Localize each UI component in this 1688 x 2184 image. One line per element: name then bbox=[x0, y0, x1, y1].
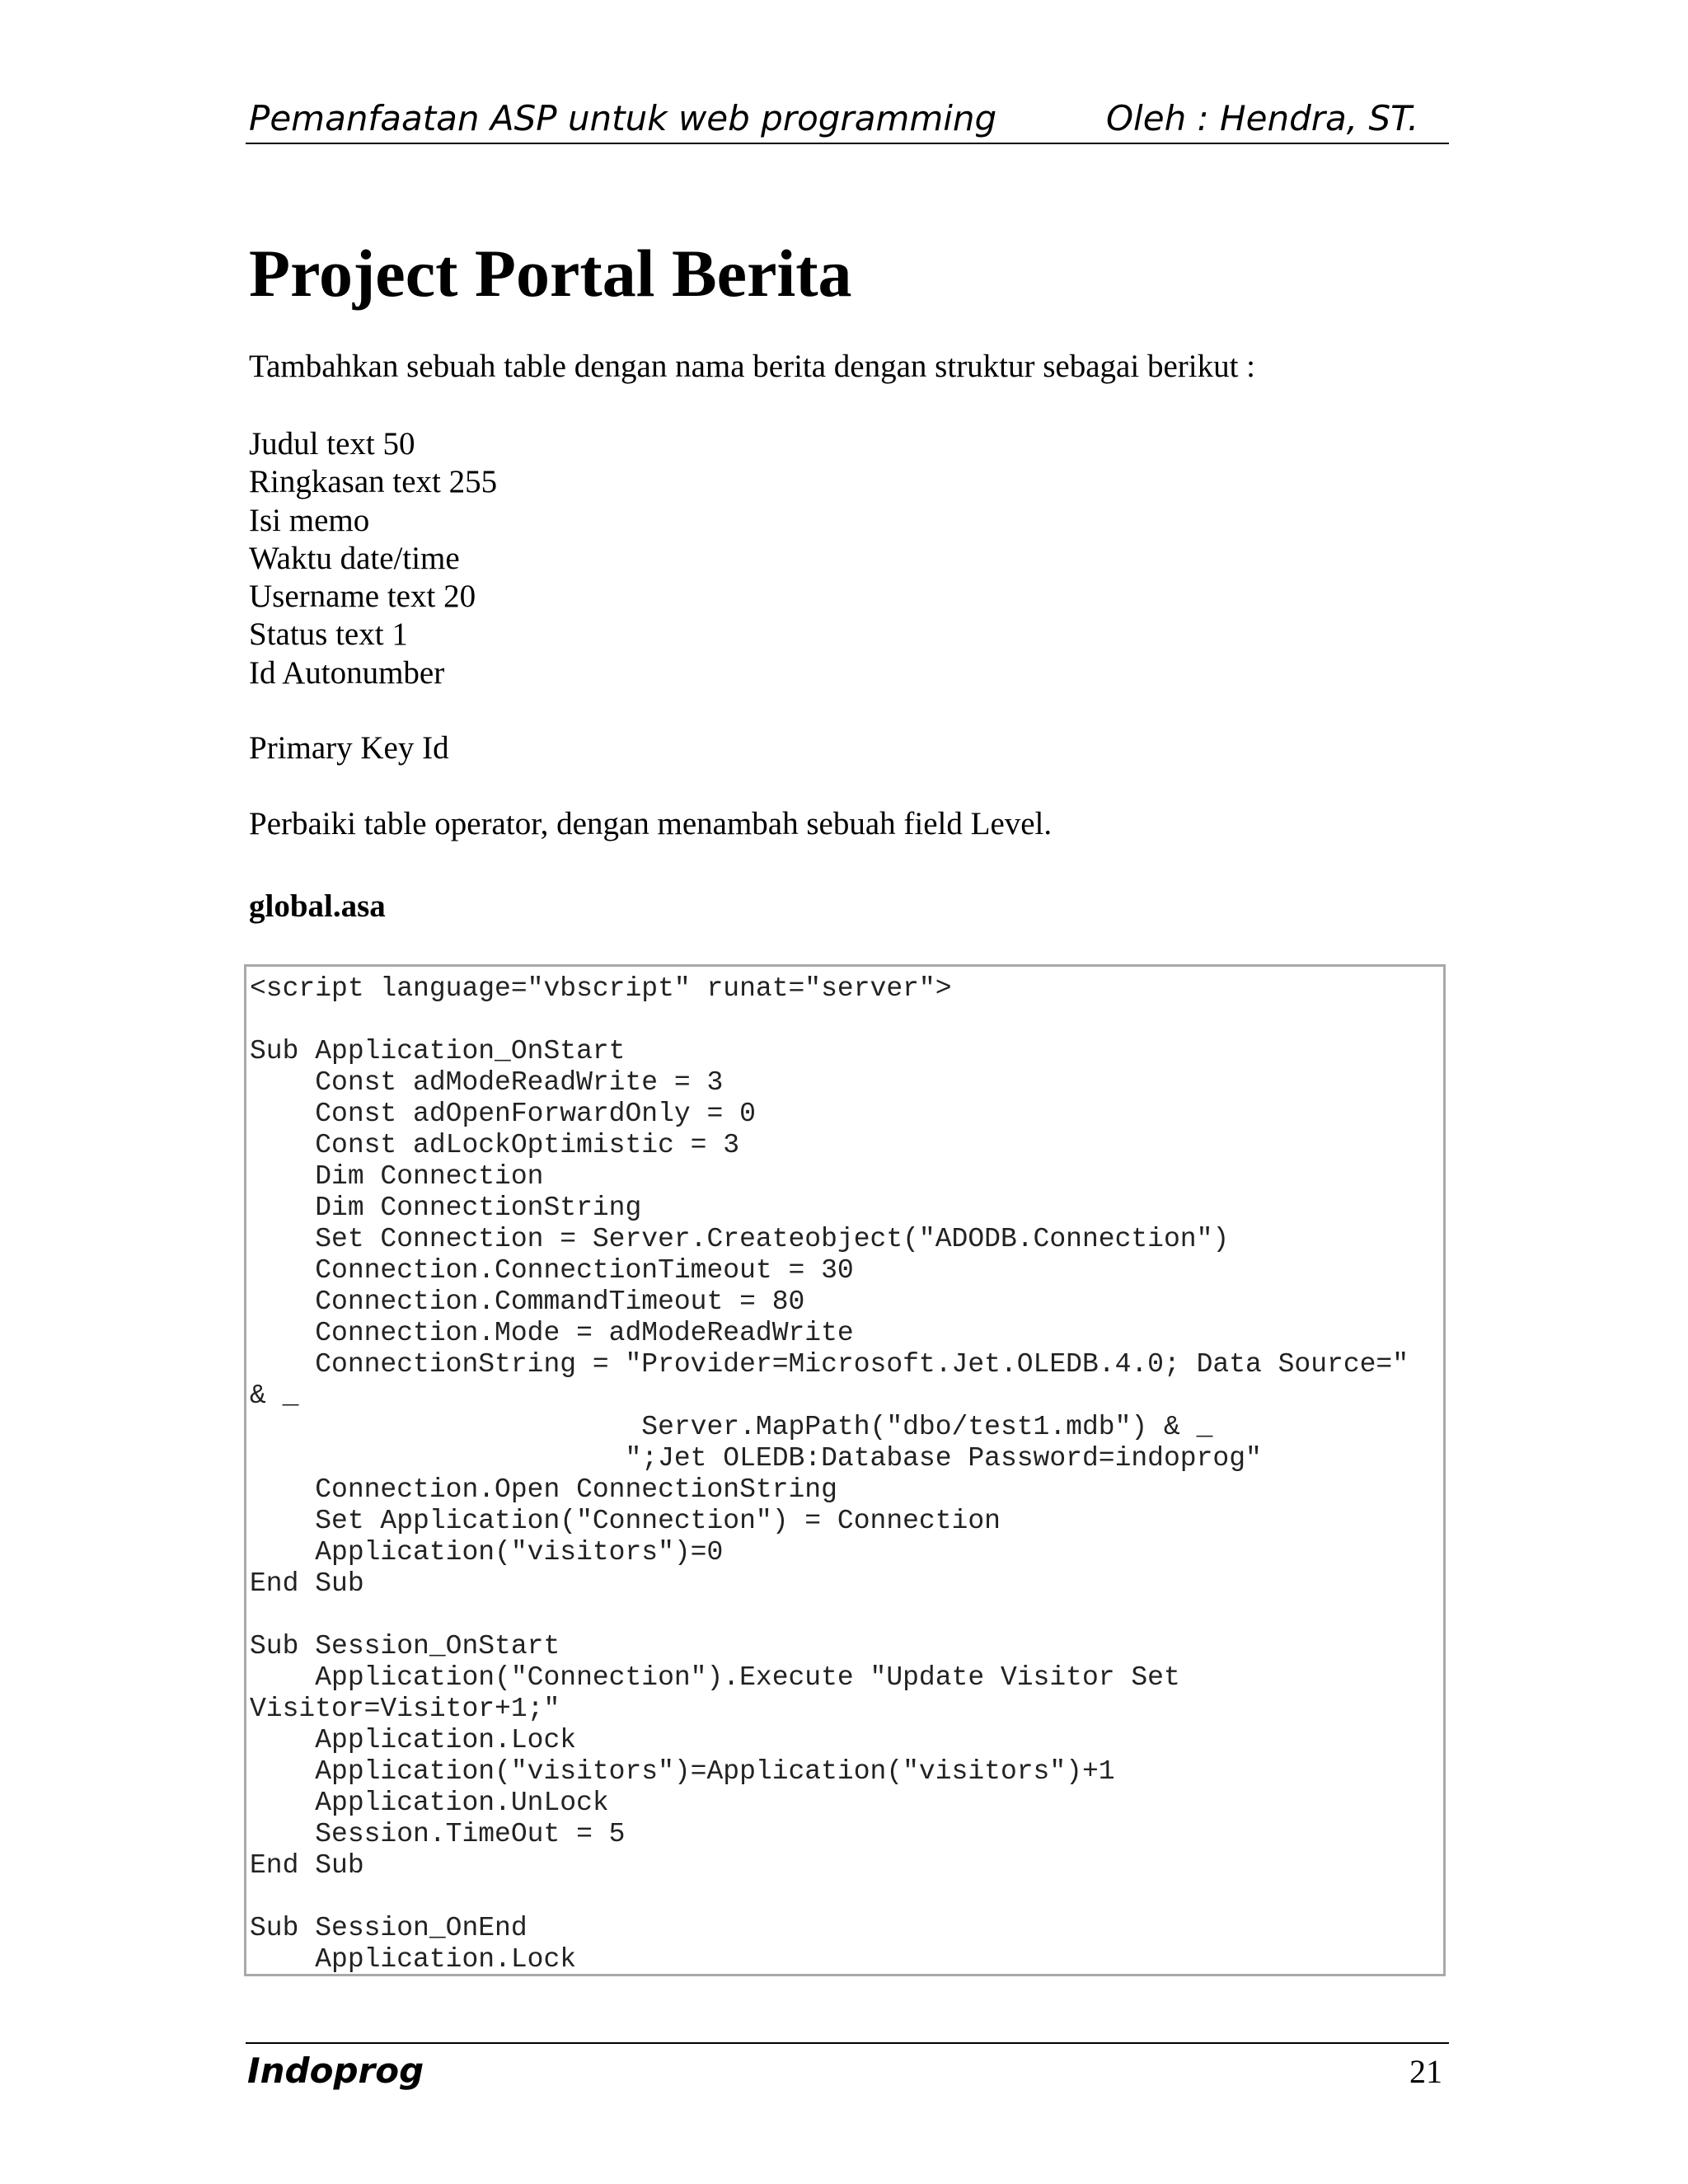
fix-note-paragraph: Perbaiki table operator, dengan menambah sebuah field Level. bbox=[249, 806, 1053, 841]
header-document-title: Pemanfaatan ASP untuk web programming bbox=[249, 98, 997, 138]
primary-key-paragraph: Primary Key Id bbox=[249, 730, 449, 766]
field-item-isi: Isi memo bbox=[249, 502, 370, 538]
page-title: Project Portal Berita bbox=[249, 236, 852, 311]
code-block bbox=[244, 964, 1446, 1976]
field-list bbox=[249, 425, 497, 692]
field-item-status: Status text 1 bbox=[249, 616, 408, 653]
page-header bbox=[246, 95, 1449, 144]
code-listing: <script language="vbscript" runat="server"> Sub Application_OnStart Const adModeReadWrite = 3 Const adOpenForwardOnly = 0 Const adLockOptimistic = 3 Dim Connection Dim ConnectionString Set Connection = Server.Createobject("ADODB.Connection") Connection.ConnectionTimeout = 30 Connection.CommandTimeout = 80 Connection.Mode = adModeReadWrite ConnectionString = "Provider=Microsoft.Jet.OLEDB.4.0; Data Source=" & _ Server.MapPath("dbo/test1.mdb") & _ ";Jet OLEDB:Database Password=indoprog" Connection.Open ConnectionString Set Application("Connection") = Connection Application("visitors")=0 End Sub Sub Session_OnStart Application("Connection").Execute "Update Visitor Set Visitor=Visitor+1;" Application.Lock Application("visitors")=Application("visitors")+1 Application.UnLock Session.TimeOut = 5 End Sub Sub Session_OnEnd Application.Lock bbox=[250, 973, 1409, 1975]
page-number: 21 bbox=[1409, 2053, 1442, 2090]
field-item-ringkasan: Ringkasan text 255 bbox=[249, 464, 498, 500]
section-heading: global.asa bbox=[249, 888, 386, 924]
field-item-id: Id Autonumber bbox=[249, 654, 445, 691]
page-footer bbox=[246, 2042, 1449, 2102]
header-author: Oleh : Hendra, ST. bbox=[1106, 98, 1419, 138]
field-item-judul: Judul text 50 bbox=[249, 426, 415, 462]
field-item-waktu: Waktu date/time bbox=[249, 540, 460, 576]
field-item-username: Username text 20 bbox=[249, 579, 476, 615]
intro-paragraph: Tambahkan sebuah table dengan nama berita dengan struktur sebagai berikut : bbox=[249, 349, 1255, 384]
footer-brand: Indoprog bbox=[247, 2050, 424, 2091]
